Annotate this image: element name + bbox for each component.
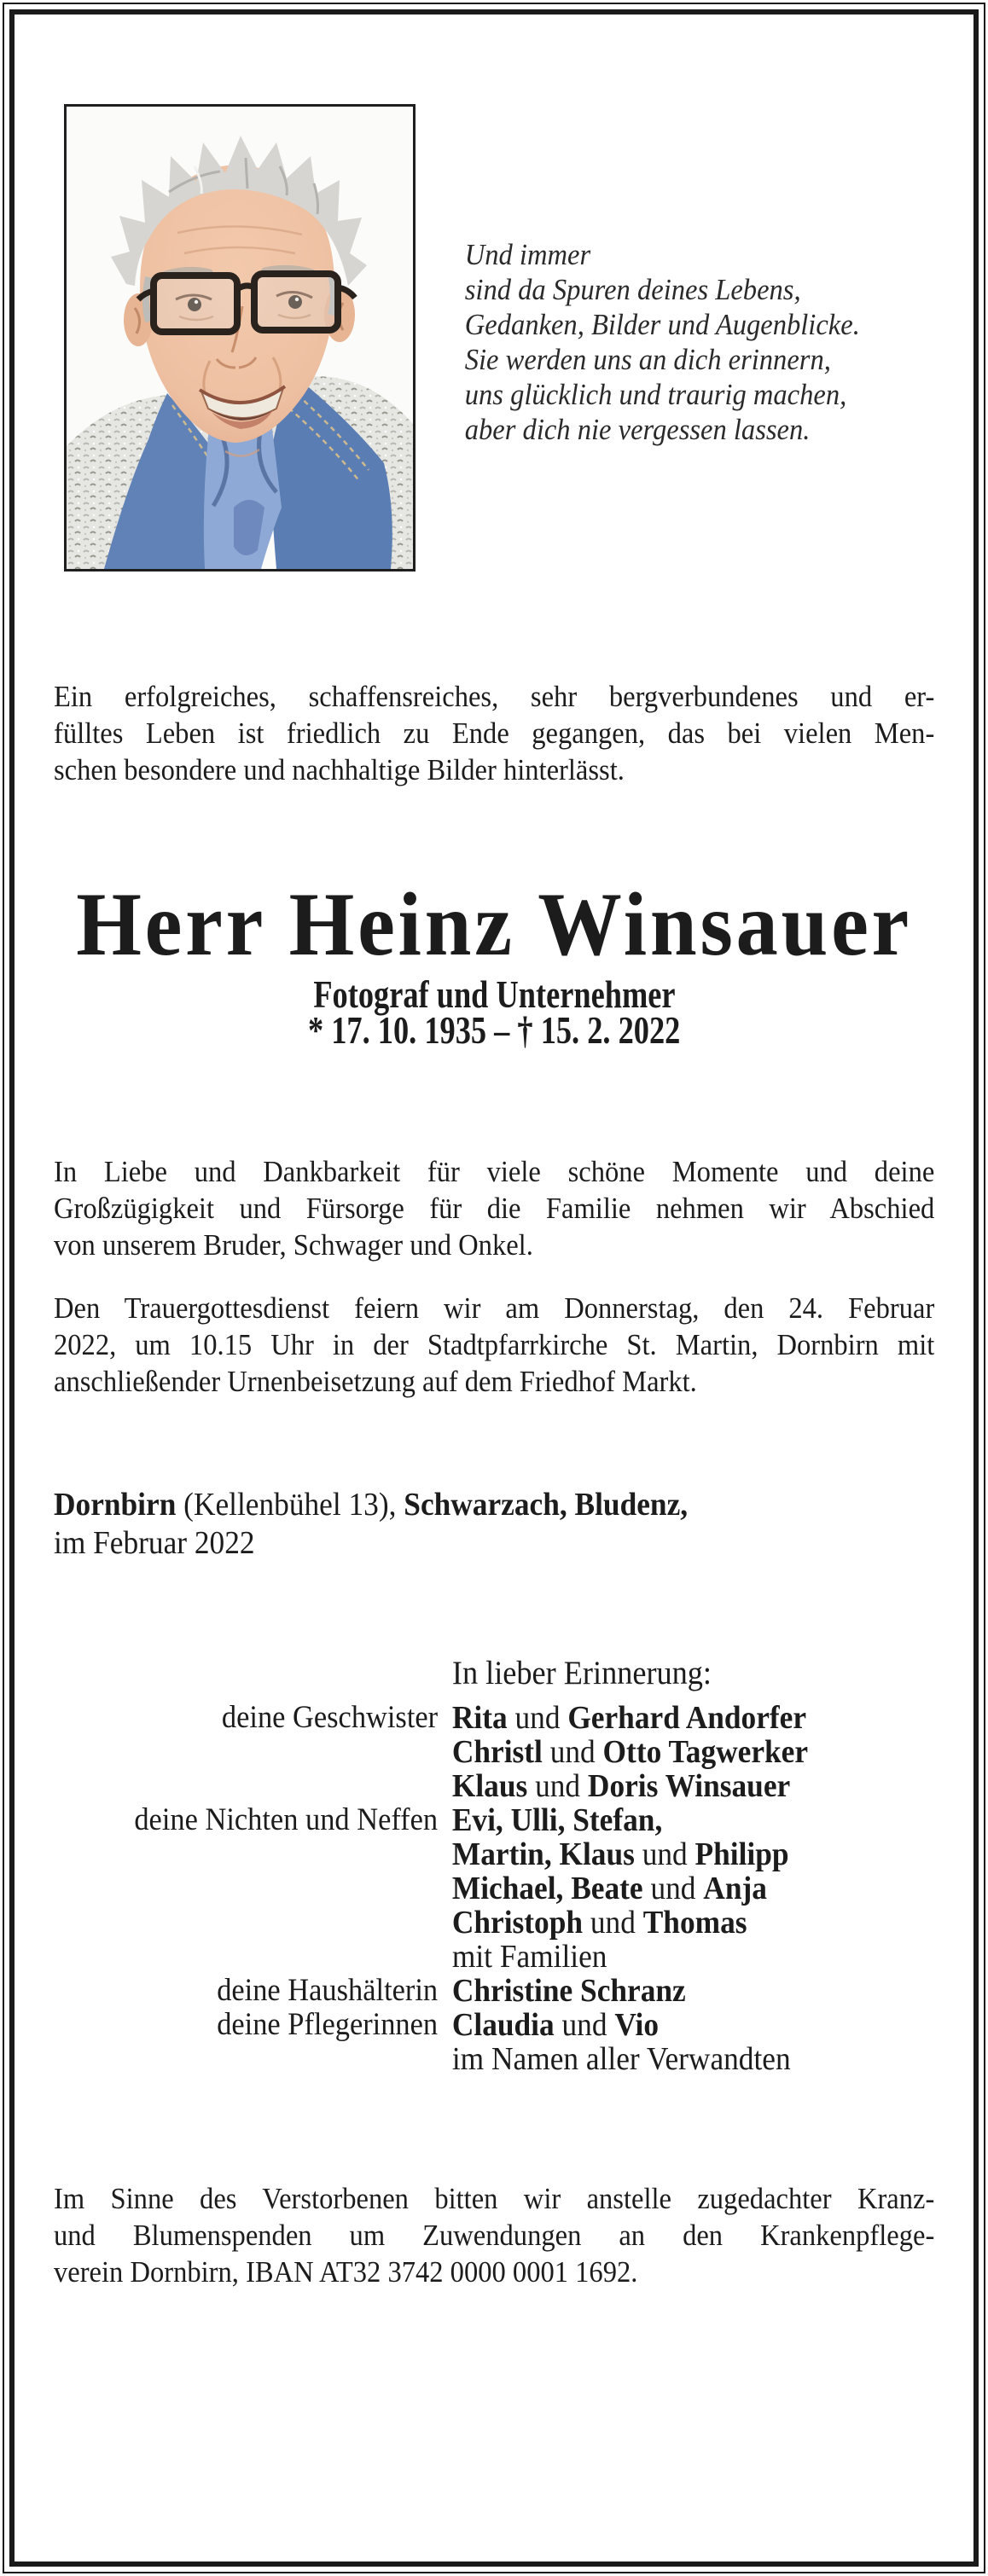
memorial-row-label: deine Geschwister (221, 1700, 439, 1735)
memorial-row-names (452, 1974, 686, 2008)
memorial-row-names (452, 1871, 767, 1906)
memorial-row-names (452, 1701, 806, 1735)
memorial-row (54, 1974, 934, 2008)
text-line: fülltes Leben ist friedlich zu Ende gegangen, das bei vielen Men- (54, 717, 935, 750)
name-bold: Anja (703, 1871, 767, 1906)
memorial-row-names (452, 1906, 747, 1940)
memorial-row (54, 2008, 934, 2042)
name-bold: Thomas (642, 1905, 747, 1941)
text-line: Gedanken, Bilder und Augenblicke. (464, 308, 860, 341)
text-line: anschließender Urnenbeisetzung auf dem Friedhof Markt. (54, 1365, 697, 1398)
memorial-row-label (54, 2042, 438, 2076)
text-line: Sie werden uns an dich erinnern, (464, 343, 831, 376)
text-line: Den Trauergottesdienst feiern wir am Donnerstag, den 24. Februar (54, 1291, 935, 1325)
places-block (54, 1486, 934, 1563)
text-line: sind da Spuren deines Lebens, (464, 273, 801, 306)
text-regular: (Kellenbühel 13), (176, 1487, 404, 1523)
text-line: aber dich nie vergessen lassen. (464, 413, 811, 446)
text-line: 2022, um 10.15 Uhr in der Stadtpfarrkirche St. Martin, Dornbirn mit (54, 1328, 935, 1361)
text-regular: mit Familien (451, 1939, 607, 1975)
text-line: schen besondere und nachhaltige Bilder hinterlässt. (54, 753, 625, 786)
name-bold: Gerhard Andorfer (567, 1700, 807, 1736)
text-regular: und (642, 1871, 704, 1906)
places-line (54, 1486, 934, 1524)
name-bold: Rita (451, 1700, 508, 1736)
text-line: Im Sinne des Verstorbenen bitten wir anstelle zugedachter Kranz- (54, 2182, 935, 2215)
memorial-row (54, 1871, 934, 1906)
text-regular: und (507, 1700, 568, 1736)
name-bold: Christoph (451, 1905, 584, 1941)
name-bold: Christine Schranz (451, 1973, 686, 2009)
memorial-row-label: deine Nichten und Neffen (134, 1802, 439, 1837)
memorial-poem (465, 237, 910, 447)
name-bold: Vio (614, 2007, 660, 2043)
name-bold: Claudia (451, 2007, 555, 2043)
name-bold: Otto Tagwerker (602, 1734, 809, 1770)
memorial-row (54, 1906, 934, 1940)
donation-paragraph (54, 2180, 934, 2290)
name-bold: Evi, Ulli, Stefan, (451, 1802, 663, 1838)
memorial-row-label (54, 1906, 438, 1940)
text-line: von unserem Bruder, Schwager und Onkel. (54, 1228, 533, 1262)
text-line: Und immer (464, 238, 591, 271)
memorial-row-names (452, 1769, 790, 1803)
deceased-profession: Fotograf und Unternehmer (313, 972, 676, 1016)
memorial-row-names (452, 1803, 662, 1837)
name-bold: Klaus (451, 1768, 528, 1804)
deceased-life-dates: * 17. 10. 1935 – † 15. 2. 2022 (307, 1008, 681, 1052)
memorial-row-label: deine Haushälterin (217, 1973, 439, 2008)
name-bold: Schwarzach, Bludenz, (404, 1487, 689, 1523)
text-regular: und (634, 1836, 695, 1872)
text-line: verein Dornbirn, IBAN AT32 3742 0000 0001 1692. (54, 2255, 638, 2289)
text-line: Ein erfolgreiches, schaffensreiches, sehr bergverbundenes und er- (54, 680, 935, 713)
intro-paragraph (54, 678, 934, 788)
name-bold: Christl (451, 1734, 543, 1770)
memorial-row (54, 1837, 934, 1871)
memorial-row (54, 1701, 934, 1735)
text-line: Großzügigkeit und Fürsorge für die Familie nehmen wir Abschied (54, 1192, 935, 1225)
memorial-row-label (54, 1735, 438, 1769)
memorial-row (54, 1940, 934, 1974)
text-regular: und (542, 1734, 603, 1770)
memorial-row-label (54, 1871, 438, 1906)
memorial-row (54, 1803, 934, 1837)
memorial-row (54, 2042, 934, 2076)
memorial-list-heading: In lieber Erinnerung: (451, 1655, 712, 1691)
service-announcement-paragraph (54, 1290, 934, 1400)
farewell-paragraph (54, 1153, 934, 1263)
memorial-row-names (452, 2008, 659, 2042)
text-layer (54, 0, 934, 2576)
text-line: und Blumenspenden um Zuwendungen an den Krankenpflege- (54, 2219, 935, 2252)
name-bold: Doris Winsauer (587, 1768, 791, 1804)
memorial-row (54, 1735, 934, 1769)
name-bold: Dornbirn (54, 1487, 177, 1523)
text-line: uns glücklich und traurig machen, (464, 378, 847, 411)
name-bold: Philipp (695, 1836, 789, 1872)
memorial-row-label (54, 1940, 438, 1974)
deceased-name: Herr Heinz Winsauer (76, 874, 913, 974)
memorial-row-label (54, 1769, 438, 1803)
memorial-list (54, 1701, 934, 2076)
memorial-row-names (452, 1837, 789, 1871)
memorial-row-label: deine Pflegerinnen (217, 2007, 439, 2042)
text-line: In Liebe und Dankbarkeit für viele schöne Momente und deine (54, 1155, 935, 1188)
memorial-row-label (54, 1837, 438, 1871)
text-regular: und (554, 2007, 615, 2043)
text-regular: und (583, 1905, 643, 1941)
memorial-row-names (452, 1940, 607, 1974)
name-bold: Michael, Beate (451, 1871, 643, 1906)
text-regular: im Namen aller Verwandten (451, 2041, 791, 2077)
memorial-row-names (452, 2042, 791, 2076)
name-bold: Martin, Klaus (451, 1836, 635, 1872)
memorial-row-names (452, 1735, 808, 1769)
places-date-line: im Februar 2022 (54, 1525, 255, 1561)
memorial-row (54, 1769, 934, 1803)
text-regular: und (527, 1768, 588, 1804)
